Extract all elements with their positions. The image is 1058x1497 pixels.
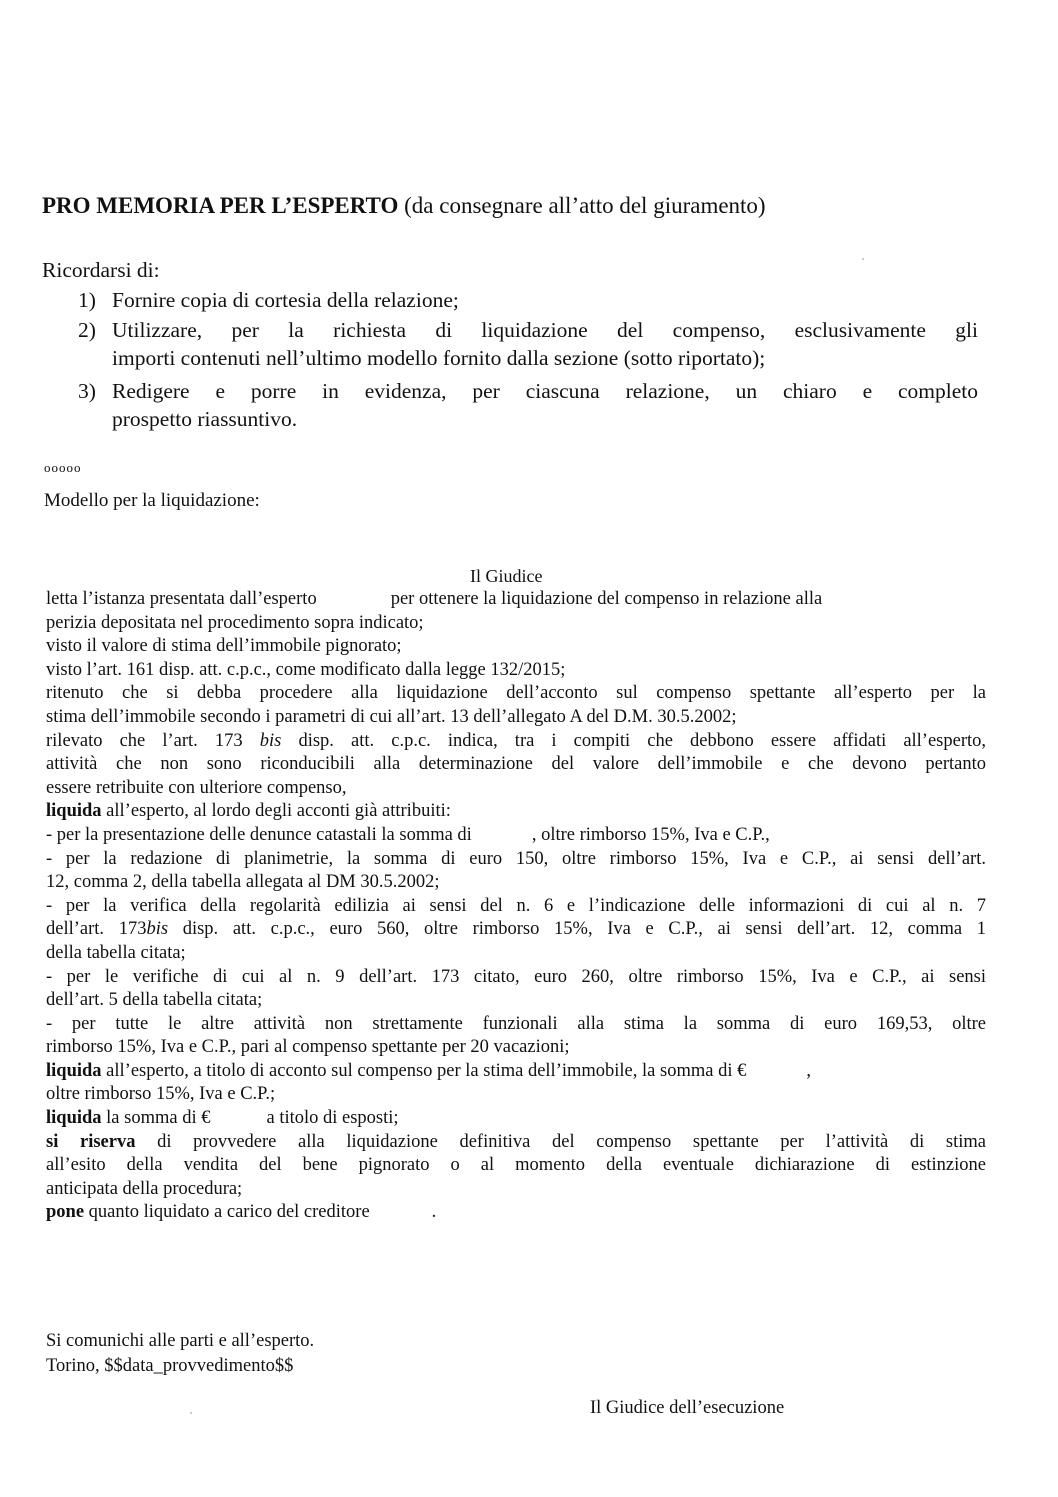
memo-item-3 xyxy=(78,377,978,433)
memo-item-1 xyxy=(78,286,978,314)
scan-speck xyxy=(862,258,864,260)
memo-item-text: Fornire copia di cortesia della relazione; xyxy=(112,288,459,312)
decree-line: 12, comma 2, della tabella allegata al DM 30.5.2002; xyxy=(46,872,440,893)
memo-item-text-line: prospetto riassuntivo. xyxy=(112,407,298,431)
decree-line: visto l’art. 161 disp. att. c.p.c., come modificato dalla legge 132/2015; xyxy=(46,659,566,680)
scan-speck xyxy=(190,1412,192,1414)
decree-heading: Il Giudice xyxy=(470,566,543,586)
decree-line: liquida all’esperto, a titolo di acconto sul compenso per la stima dell’immobile, la somma di € , xyxy=(46,1060,811,1081)
decree-line: stima dell’immobile secondo i parametri di cui all’art. 13 dell’allegato A del D.M. 30.5.2002; xyxy=(46,706,737,727)
decree-line: oltre rimborso 15%, Iva e C.P.; xyxy=(46,1084,276,1105)
memo-intro: Ricordarsi di: xyxy=(42,258,160,282)
decree-line: ritenuto che si debba procedere alla liquidazione dell’acconto sul compenso spettante all’esperto per la xyxy=(46,683,986,704)
memo-item-number: 3) xyxy=(78,379,96,403)
decree-line: della tabella citata; xyxy=(46,942,186,963)
decree-line: pone quanto liquidato a carico del creditore . xyxy=(46,1202,437,1223)
decree-line: perizia depositata nel procedimento sopra indicato; xyxy=(46,612,424,633)
decree-line: dell’art. 173bis disp. att. c.p.c., euro 560, oltre rimborso 15%, Iva e C.P., ai sensi dell’art. 12, comma 1 xyxy=(46,919,986,940)
decree-line: letta l’istanza presentata dall’esperto per ottenere la liquidazione del compenso in relazione alla xyxy=(46,589,823,609)
memo-title-bold: PRO MEMORIA PER L’ESPERTO xyxy=(42,193,399,218)
memo-item-text-line: Utilizzare, per la richiesta di liquidazione del compenso, esclusivamente gli xyxy=(112,318,978,342)
decree-line: rimborso 15%, Iva e C.P., pari al compenso spettante per 20 vacazioni; xyxy=(46,1037,570,1058)
memo-item-number: 2) xyxy=(78,318,96,342)
communication-line: Si comunichi alle parti e all’esperto. xyxy=(46,1331,315,1351)
memo-item-number: 1) xyxy=(78,288,96,312)
decree-line: - per tutte le altre attività non strettamente funzionali alla stima la somma di euro 169,53, oltre xyxy=(46,1013,986,1034)
model-label: Modello per la liquidazione: xyxy=(44,490,260,511)
decree-body xyxy=(46,588,986,1225)
decree-line: all’esito della vendita del bene pignorato o al momento della eventuale dichiarazione di estinzione xyxy=(46,1155,986,1176)
decree-line: dell’art. 5 della tabella citata; xyxy=(46,990,263,1011)
decree-line: - per la redazione di planimetrie, la somma di euro 150, oltre rimborso 15%, Iva e C.P., ai sensi dell’art. xyxy=(46,848,986,869)
decree-line: essere retribuite con ulteriore compenso, xyxy=(46,777,347,798)
memo-title-rest: (da consegnare all’atto del giuramento) xyxy=(404,193,766,218)
decree-line: rilevato che l’art. 173 bis disp. att. c.p.c. indica, tra i compiti che debbono essere affidati all’esperto, xyxy=(46,730,987,751)
memo-item-text-line: importi contenuti nell’ultimo modello fornito dalla sezione (sotto riportato); xyxy=(112,346,766,370)
decree-line: visto il valore di stima dell’immobile pignorato; xyxy=(46,636,402,657)
decree-line: - per la presentazione delle denunce catastali la somma di , oltre rimborso 15%, Iva e C.P., xyxy=(46,824,770,845)
section-separator: ooooo xyxy=(44,460,82,475)
decree-line: si riserva di provvedere alla liquidazione definitiva del compenso spettante per l’attività di stima xyxy=(46,1131,987,1152)
place-date-line: Torino, $$data_provvedimento$$ xyxy=(46,1356,294,1376)
memo-title xyxy=(42,193,766,219)
decree-line: liquida la somma di € a titolo di esposti; xyxy=(46,1108,399,1129)
decree-line: liquida all’esperto, al lordo degli acconti già attribuiti: xyxy=(46,801,451,822)
decree-line: anticipata della procedura; xyxy=(46,1178,243,1199)
judge-signature-line: Il Giudice dell’esecuzione xyxy=(590,1398,785,1418)
memo-item-text-line: Redigere e porre in evidenza, per ciascuna relazione, un chiaro e completo xyxy=(112,379,978,403)
decree-line: - per la verifica della regolarità edilizia ai sensi del n. 6 e l’indicazione delle informazioni di cui al n. 7 xyxy=(46,895,986,916)
memo-item-2 xyxy=(78,316,978,372)
decree-line: - per le verifiche di cui al n. 9 dell’art. 173 citato, euro 260, oltre rimborso 15%, Iva e C.P., ai sensi xyxy=(46,966,986,987)
decree-line: attività che non sono riconducibili alla determinazione del valore dell’immobile e che devono pertanto xyxy=(46,754,986,775)
